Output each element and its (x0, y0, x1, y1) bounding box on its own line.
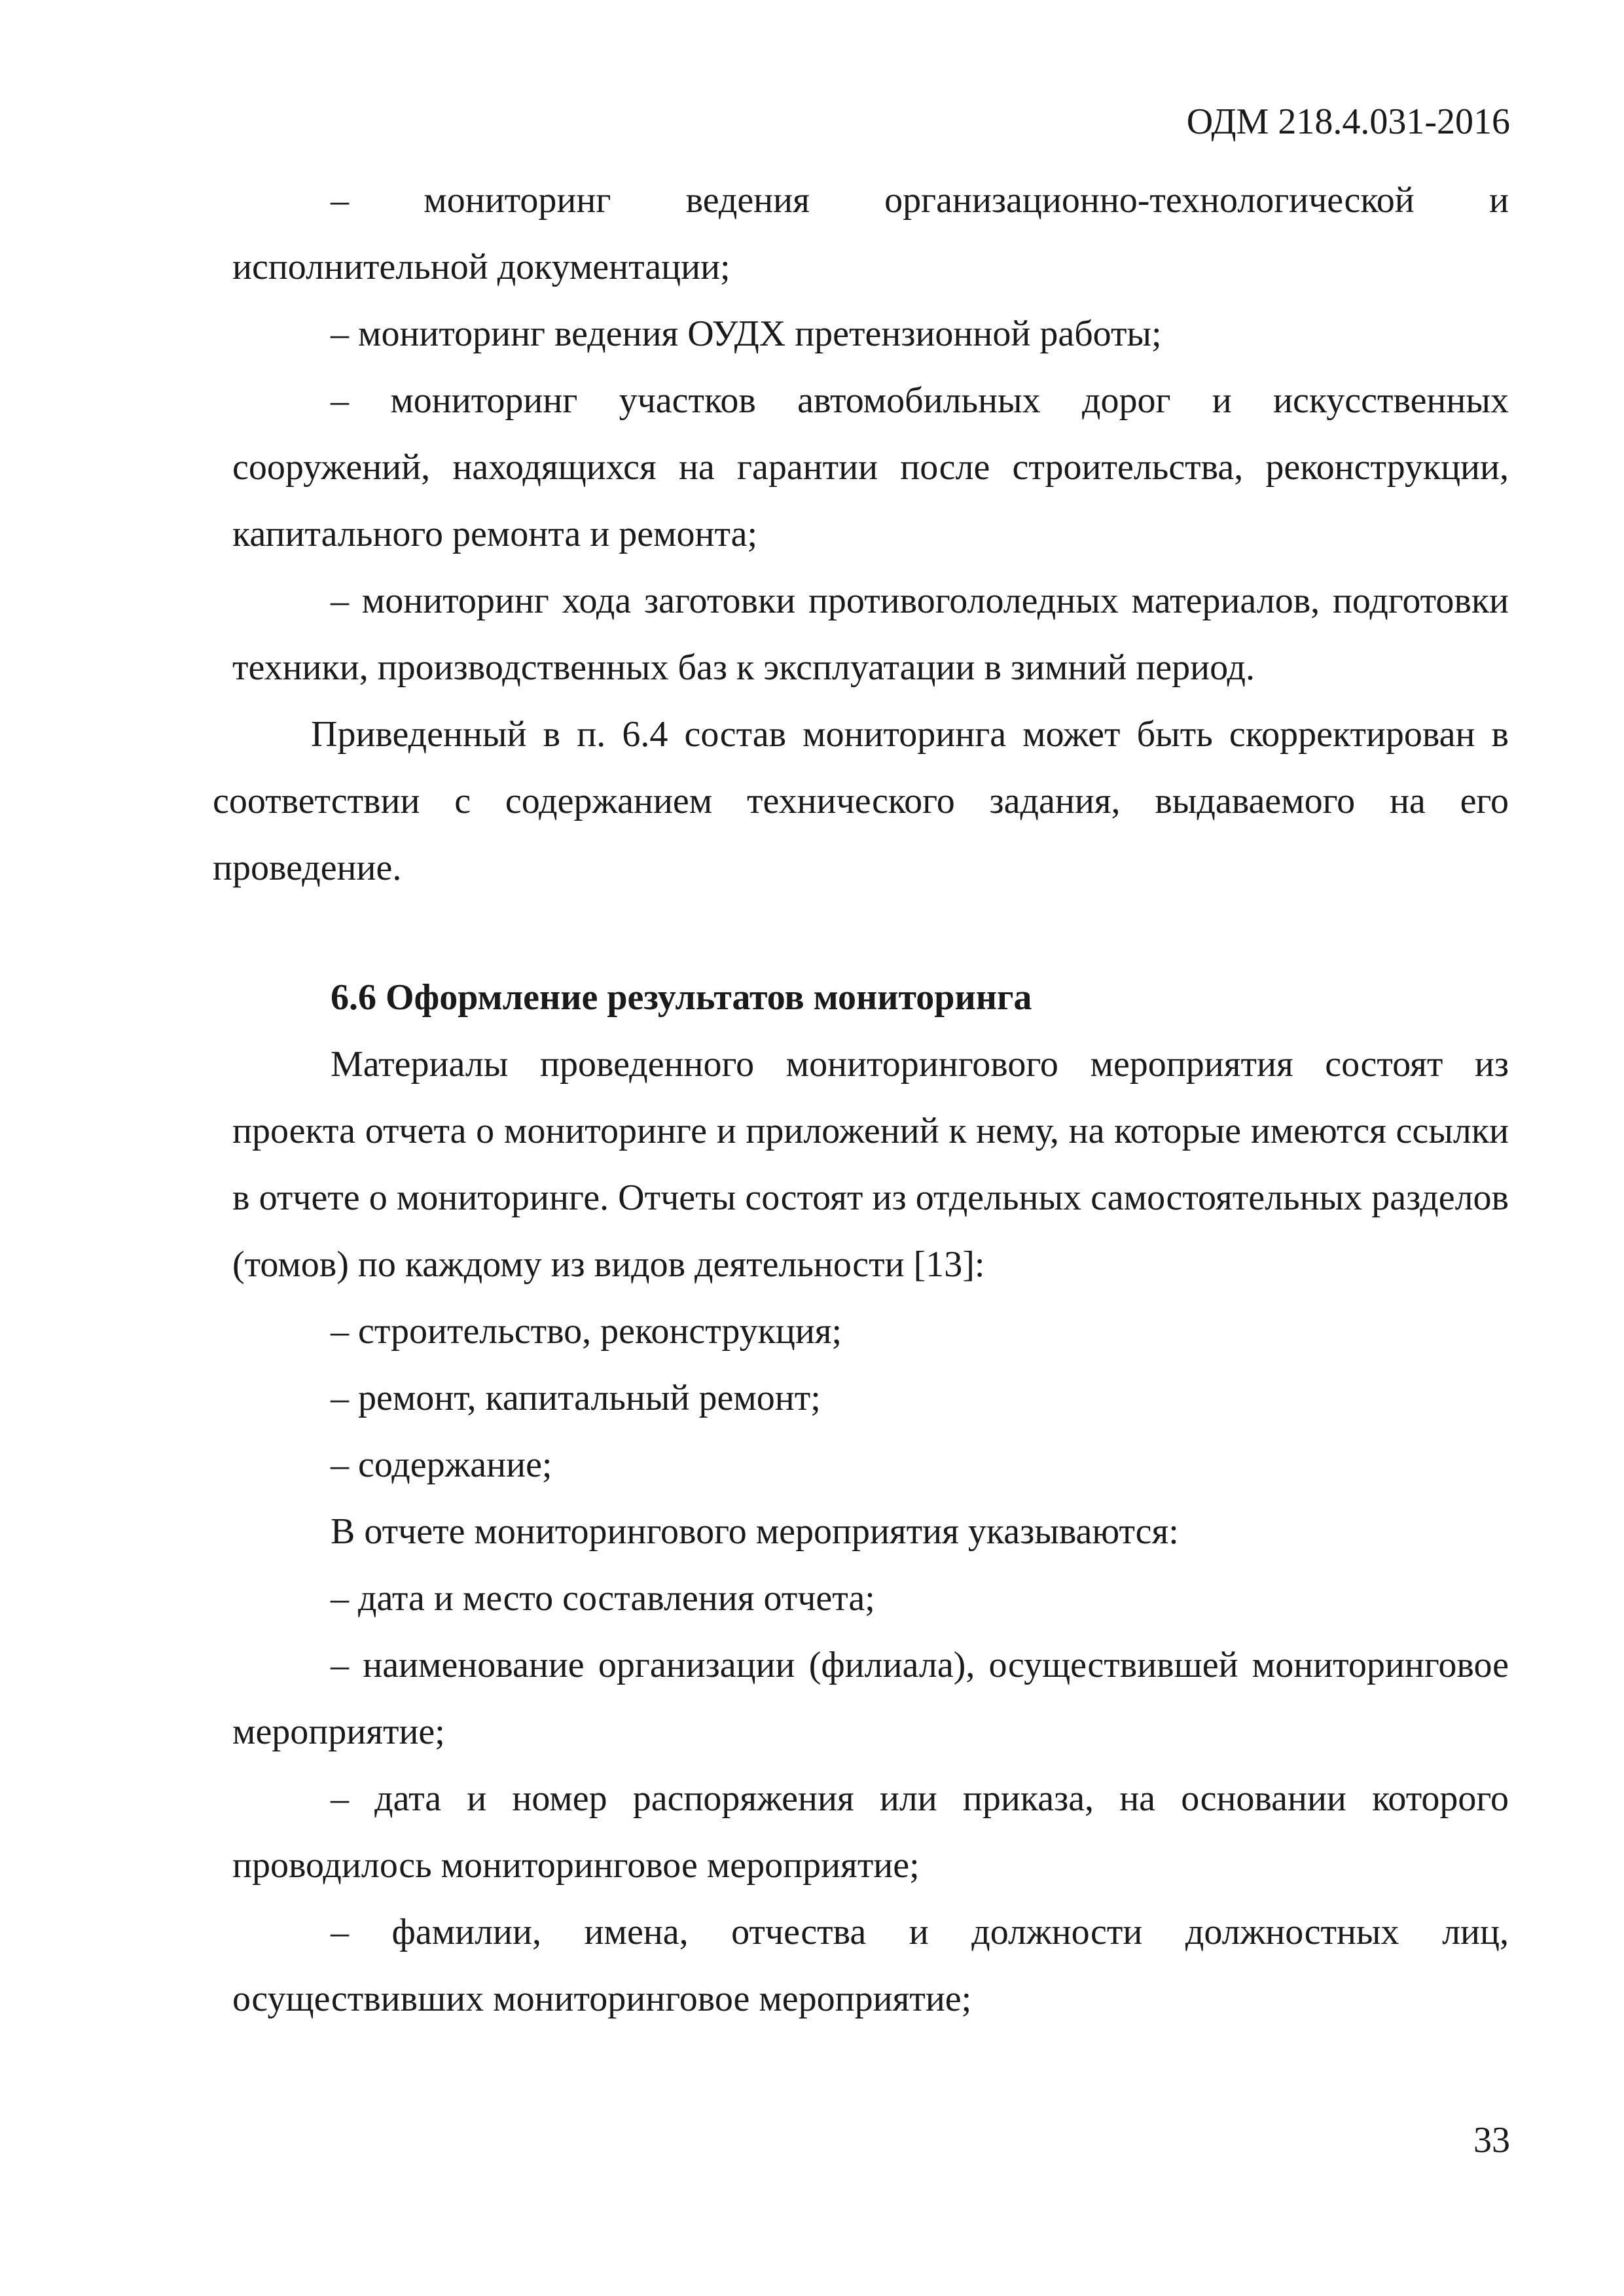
document-code: ОДМ 218.4.031-2016 (1186, 101, 1510, 142)
list-item: – наименование организации (филиала), осуществившей мониторинговое мероприятие; (232, 1645, 1509, 1752)
list-item: – мониторинг ведения организационно-технологической и исполнительной документации; (232, 180, 1509, 287)
list-item: – строительство, реконструкция; (331, 1311, 842, 1352)
section-spacer (232, 901, 1509, 964)
paragraph-materials: Материалы проведенного мониторингового мероприятия состоят из проекта отчета о мониторинге и приложений к нему, на которые имеются ссылки в отчете о мониторинге. Отчеты состоят из отдельных самостоятельных разделов (томов) по каждому из видов деятельности [13]: (232, 1044, 1509, 1285)
page-body (213, 167, 1509, 2032)
list-item: – мониторинг ведения ОУДХ претензионной работы; (331, 314, 1162, 354)
list-item: – дата и номер распоряжения или приказа, на основании которого проводилось мониторинговое мероприятие; (232, 1778, 1509, 1886)
list-item: – фамилии, имена, отчества и должности должностных лиц, осуществивших мониторинговое мероприятие; (232, 1912, 1509, 2019)
paragraph-report-contents: В отчете мониторингового мероприятия указываются: (331, 1511, 1179, 1552)
section-heading: 6.6 Оформление результатов мониторинга (331, 977, 1032, 1018)
page-number: 33 (1473, 2120, 1510, 2161)
list-item: – дата и место составления отчета; (331, 1578, 875, 1619)
list-item: – содержание; (331, 1444, 552, 1485)
list-item: – ремонт, капитальный ремонт; (331, 1378, 821, 1418)
list-item: – мониторинг участков автомобильных дорог и искусственных сооружений, находящихся на гарантии после строительства, реконструкции, капитального ремонта и ремонта; (232, 380, 1509, 554)
paragraph-monitoring-scope: Приведенный в п. 6.4 состав мониторинга может быть скорректирован в соответствии с содержанием технического задания, выдаваемого на его проведение. (213, 714, 1509, 888)
list-item: – мониторинг хода заготовки противогололедных материалов, подготовки техники, производственных баз к эксплуатации в зимний период. (232, 581, 1509, 688)
